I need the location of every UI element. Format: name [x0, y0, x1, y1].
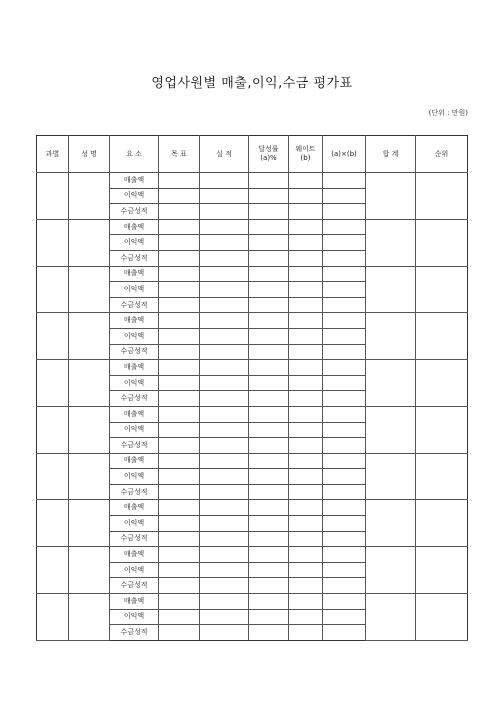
target-cell[interactable] — [159, 500, 200, 516]
actual-cell[interactable] — [200, 562, 249, 578]
rank-cell[interactable] — [416, 594, 468, 641]
actual-cell[interactable] — [200, 204, 249, 220]
dept-cell[interactable] — [37, 453, 69, 500]
header-rank: 순위 — [416, 136, 468, 173]
rank-cell[interactable] — [416, 266, 468, 313]
rank-cell[interactable] — [416, 173, 468, 220]
weight-cell[interactable] — [289, 250, 323, 266]
header-achievement-label: 달성률 — [258, 145, 279, 153]
actual-cell[interactable] — [200, 297, 249, 313]
header-weight — [289, 136, 323, 173]
name-cell[interactable] — [69, 406, 110, 453]
element-label-cell: 이익액 — [110, 375, 159, 391]
actual-cell[interactable] — [200, 531, 249, 547]
product-cell[interactable] — [323, 453, 366, 469]
element-label-cell: 수금성적 — [110, 625, 159, 641]
target-cell[interactable] — [159, 547, 200, 563]
rank-cell[interactable] — [416, 406, 468, 453]
product-cell[interactable] — [323, 609, 366, 625]
actual-cell[interactable] — [200, 453, 249, 469]
total-cell[interactable] — [366, 594, 416, 641]
weight-cell[interactable] — [289, 594, 323, 610]
weight-cell[interactable] — [289, 406, 323, 422]
actual-cell[interactable] — [200, 219, 249, 235]
total-cell[interactable] — [366, 406, 416, 453]
header-name: 성 명 — [69, 136, 110, 173]
dept-cell[interactable] — [37, 360, 69, 407]
product-cell[interactable] — [323, 219, 366, 235]
target-cell[interactable] — [159, 609, 200, 625]
weight-cell[interactable] — [289, 578, 323, 594]
target-cell[interactable] — [159, 562, 200, 578]
product-cell[interactable] — [323, 422, 366, 438]
table-row — [37, 173, 468, 189]
target-cell[interactable] — [159, 422, 200, 438]
target-cell[interactable] — [159, 173, 200, 189]
name-cell[interactable] — [69, 313, 110, 360]
actual-cell[interactable] — [200, 173, 249, 189]
product-cell[interactable] — [323, 360, 366, 376]
product-cell[interactable] — [323, 562, 366, 578]
weight-cell[interactable] — [289, 204, 323, 220]
target-cell[interactable] — [159, 625, 200, 641]
weight-cell[interactable] — [289, 516, 323, 532]
total-cell[interactable] — [366, 219, 416, 266]
achievement-cell[interactable] — [249, 531, 289, 547]
name-cell[interactable] — [69, 173, 110, 220]
weight-cell[interactable] — [289, 328, 323, 344]
table-row — [37, 594, 468, 610]
target-cell[interactable] — [159, 266, 200, 282]
element-label-cell: 이익액 — [110, 235, 159, 251]
product-cell[interactable] — [323, 250, 366, 266]
table-row — [37, 360, 468, 376]
element-label-cell: 이익액 — [110, 282, 159, 298]
target-cell[interactable] — [159, 282, 200, 298]
weight-cell[interactable] — [289, 360, 323, 376]
achievement-cell[interactable] — [249, 313, 289, 329]
achievement-cell[interactable] — [249, 219, 289, 235]
weight-cell[interactable] — [289, 313, 323, 329]
rank-cell[interactable] — [416, 547, 468, 594]
target-cell[interactable] — [159, 453, 200, 469]
weight-cell[interactable] — [289, 547, 323, 563]
element-label-cell: 매출액 — [110, 266, 159, 282]
total-cell[interactable] — [366, 453, 416, 500]
weight-cell[interactable] — [289, 297, 323, 313]
achievement-cell[interactable] — [249, 250, 289, 266]
achievement-cell[interactable] — [249, 188, 289, 204]
total-cell[interactable] — [366, 266, 416, 313]
actual-cell[interactable] — [200, 250, 249, 266]
rank-cell[interactable] — [416, 219, 468, 266]
achievement-cell[interactable] — [249, 594, 289, 610]
name-cell[interactable] — [69, 594, 110, 641]
weight-cell[interactable] — [289, 500, 323, 516]
element-label-cell: 이익액 — [110, 609, 159, 625]
actual-cell[interactable] — [200, 438, 249, 454]
element-label-cell: 이익액 — [110, 469, 159, 485]
target-cell[interactable] — [159, 188, 200, 204]
table-row — [37, 547, 468, 563]
product-cell[interactable] — [323, 204, 366, 220]
actual-cell[interactable] — [200, 547, 249, 563]
rank-cell[interactable] — [416, 453, 468, 500]
weight-cell[interactable] — [289, 344, 323, 360]
actual-cell[interactable] — [200, 594, 249, 610]
achievement-cell[interactable] — [249, 438, 289, 454]
actual-cell[interactable] — [200, 313, 249, 329]
product-cell[interactable] — [323, 578, 366, 594]
product-cell[interactable] — [323, 313, 366, 329]
name-cell[interactable] — [69, 547, 110, 594]
actual-cell[interactable] — [200, 282, 249, 298]
element-label-cell: 매출액 — [110, 453, 159, 469]
header-dept: 과별 — [37, 136, 69, 173]
product-cell[interactable] — [323, 438, 366, 454]
target-cell[interactable] — [159, 360, 200, 376]
product-cell[interactable] — [323, 282, 366, 298]
product-cell[interactable] — [323, 173, 366, 189]
weight-cell[interactable] — [289, 562, 323, 578]
total-cell[interactable] — [366, 500, 416, 547]
achievement-cell[interactable] — [249, 328, 289, 344]
product-cell[interactable] — [323, 594, 366, 610]
target-cell[interactable] — [159, 594, 200, 610]
product-cell[interactable] — [323, 625, 366, 641]
evaluation-table — [36, 135, 468, 641]
weight-cell[interactable] — [289, 188, 323, 204]
element-label-cell: 수금성적 — [110, 391, 159, 407]
rank-cell[interactable] — [416, 313, 468, 360]
actual-cell[interactable] — [200, 500, 249, 516]
actual-cell[interactable] — [200, 484, 249, 500]
total-cell[interactable] — [366, 360, 416, 407]
achievement-cell[interactable] — [249, 453, 289, 469]
element-label-cell: 매출액 — [110, 313, 159, 329]
target-cell[interactable] — [159, 328, 200, 344]
target-cell[interactable] — [159, 406, 200, 422]
element-label-cell: 매출액 — [110, 594, 159, 610]
product-cell[interactable] — [323, 266, 366, 282]
element-label-cell: 이익액 — [110, 188, 159, 204]
target-cell[interactable] — [159, 375, 200, 391]
header-element: 요 소 — [110, 136, 159, 173]
actual-cell[interactable] — [200, 422, 249, 438]
actual-cell[interactable] — [200, 375, 249, 391]
table-row — [37, 453, 468, 469]
weight-cell[interactable] — [289, 266, 323, 282]
element-label-cell: 수금성적 — [110, 297, 159, 313]
achievement-cell[interactable] — [249, 173, 289, 189]
actual-cell[interactable] — [200, 188, 249, 204]
achievement-cell[interactable] — [249, 484, 289, 500]
actual-cell[interactable] — [200, 235, 249, 251]
target-cell[interactable] — [159, 438, 200, 454]
weight-cell[interactable] — [289, 422, 323, 438]
element-label-cell: 매출액 — [110, 500, 159, 516]
target-cell[interactable] — [159, 235, 200, 251]
product-cell[interactable] — [323, 469, 366, 485]
weight-cell[interactable] — [289, 235, 323, 251]
achievement-cell[interactable] — [249, 297, 289, 313]
product-cell[interactable] — [323, 188, 366, 204]
total-cell[interactable] — [366, 313, 416, 360]
table-row — [37, 266, 468, 282]
actual-cell[interactable] — [200, 578, 249, 594]
element-label-cell: 수금성적 — [110, 438, 159, 454]
header-product: (a)×(b) — [323, 136, 366, 173]
element-label-cell: 수금성적 — [110, 484, 159, 500]
element-label-cell: 매출액 — [110, 406, 159, 422]
element-label-cell: 이익액 — [110, 422, 159, 438]
actual-cell[interactable] — [200, 266, 249, 282]
total-cell[interactable] — [366, 173, 416, 220]
achievement-cell[interactable] — [249, 344, 289, 360]
element-label-cell: 매출액 — [110, 173, 159, 189]
header-achievement-sub: (a)% — [260, 154, 277, 162]
product-cell[interactable] — [323, 484, 366, 500]
name-cell[interactable] — [69, 360, 110, 407]
table-row — [37, 500, 468, 516]
product-cell[interactable] — [323, 235, 366, 251]
achievement-cell[interactable] — [249, 625, 289, 641]
achievement-cell[interactable] — [249, 204, 289, 220]
element-label-cell: 매출액 — [110, 547, 159, 563]
actual-cell[interactable] — [200, 360, 249, 376]
achievement-cell[interactable] — [249, 562, 289, 578]
table-row — [37, 219, 468, 235]
header-actual: 실 적 — [200, 136, 249, 173]
target-cell[interactable] — [159, 391, 200, 407]
element-label-cell: 매출액 — [110, 219, 159, 235]
dept-cell[interactable] — [37, 547, 69, 594]
table-body — [37, 173, 468, 641]
weight-cell[interactable] — [289, 438, 323, 454]
total-cell[interactable] — [366, 547, 416, 594]
product-cell[interactable] — [323, 516, 366, 532]
achievement-cell[interactable] — [249, 360, 289, 376]
actual-cell[interactable] — [200, 625, 249, 641]
dept-cell[interactable] — [37, 313, 69, 360]
rank-cell[interactable] — [416, 500, 468, 547]
weight-cell[interactable] — [289, 469, 323, 485]
achievement-cell[interactable] — [249, 609, 289, 625]
product-cell[interactable] — [323, 297, 366, 313]
target-cell[interactable] — [159, 531, 200, 547]
achievement-cell[interactable] — [249, 422, 289, 438]
table-row — [37, 406, 468, 422]
name-cell[interactable] — [69, 219, 110, 266]
element-label-cell: 이익액 — [110, 562, 159, 578]
actual-cell[interactable] — [200, 609, 249, 625]
achievement-cell[interactable] — [249, 469, 289, 485]
element-label-cell: 수금성적 — [110, 344, 159, 360]
product-cell[interactable] — [323, 547, 366, 563]
product-cell[interactable] — [323, 328, 366, 344]
weight-cell[interactable] — [289, 173, 323, 189]
dept-cell[interactable] — [37, 406, 69, 453]
unit-note: (단위 : 만원) — [428, 109, 468, 117]
target-cell[interactable] — [159, 219, 200, 235]
target-cell[interactable] — [159, 204, 200, 220]
achievement-cell[interactable] — [249, 235, 289, 251]
target-cell[interactable] — [159, 344, 200, 360]
target-cell[interactable] — [159, 250, 200, 266]
name-cell[interactable] — [69, 453, 110, 500]
element-label-cell: 수금성적 — [110, 578, 159, 594]
header-weight-label: 웨이트 — [295, 145, 316, 153]
weight-cell[interactable] — [289, 282, 323, 298]
weight-cell[interactable] — [289, 625, 323, 641]
achievement-cell[interactable] — [249, 516, 289, 532]
name-cell[interactable] — [69, 500, 110, 547]
achievement-cell[interactable] — [249, 578, 289, 594]
target-cell[interactable] — [159, 484, 200, 500]
element-label-cell: 수금성적 — [110, 250, 159, 266]
actual-cell[interactable] — [200, 328, 249, 344]
actual-cell[interactable] — [200, 406, 249, 422]
element-label-cell: 이익액 — [110, 516, 159, 532]
element-label-cell: 이익액 — [110, 328, 159, 344]
dept-cell[interactable] — [37, 219, 69, 266]
weight-cell[interactable] — [289, 375, 323, 391]
product-cell[interactable] — [323, 344, 366, 360]
achievement-cell[interactable] — [249, 547, 289, 563]
achievement-cell[interactable] — [249, 391, 289, 407]
actual-cell[interactable] — [200, 469, 249, 485]
rank-cell[interactable] — [416, 360, 468, 407]
target-cell[interactable] — [159, 313, 200, 329]
target-cell[interactable] — [159, 297, 200, 313]
dept-cell[interactable] — [37, 594, 69, 641]
target-cell[interactable] — [159, 516, 200, 532]
weight-cell[interactable] — [289, 219, 323, 235]
product-cell[interactable] — [323, 391, 366, 407]
achievement-cell[interactable] — [249, 375, 289, 391]
product-cell[interactable] — [323, 375, 366, 391]
achievement-cell[interactable] — [249, 282, 289, 298]
weight-cell[interactable] — [289, 484, 323, 500]
header-total: 합 계 — [366, 136, 416, 173]
actual-cell[interactable] — [200, 344, 249, 360]
actual-cell[interactable] — [200, 391, 249, 407]
weight-cell[interactable] — [289, 453, 323, 469]
element-label-cell: 수금성적 — [110, 531, 159, 547]
name-cell[interactable] — [69, 266, 110, 313]
element-label-cell: 매출액 — [110, 360, 159, 376]
product-cell[interactable] — [323, 500, 366, 516]
header-target: 목 표 — [159, 136, 200, 173]
achievement-cell[interactable] — [249, 266, 289, 282]
weight-cell[interactable] — [289, 391, 323, 407]
dept-cell[interactable] — [37, 266, 69, 313]
target-cell[interactable] — [159, 469, 200, 485]
product-cell[interactable] — [323, 406, 366, 422]
achievement-cell[interactable] — [249, 500, 289, 516]
actual-cell[interactable] — [200, 516, 249, 532]
header-achievement-rate — [249, 136, 289, 173]
header-row — [37, 136, 468, 173]
dept-cell[interactable] — [37, 173, 69, 220]
table-row — [37, 313, 468, 329]
weight-cell[interactable] — [289, 531, 323, 547]
page-title: 영업사원별 매출,이익,수금 평가표 — [151, 76, 353, 91]
dept-cell[interactable] — [37, 500, 69, 547]
header-weight-sub: (b) — [300, 154, 311, 162]
product-cell[interactable] — [323, 531, 366, 547]
target-cell[interactable] — [159, 578, 200, 594]
element-label-cell: 수금성적 — [110, 204, 159, 220]
achievement-cell[interactable] — [249, 406, 289, 422]
weight-cell[interactable] — [289, 609, 323, 625]
